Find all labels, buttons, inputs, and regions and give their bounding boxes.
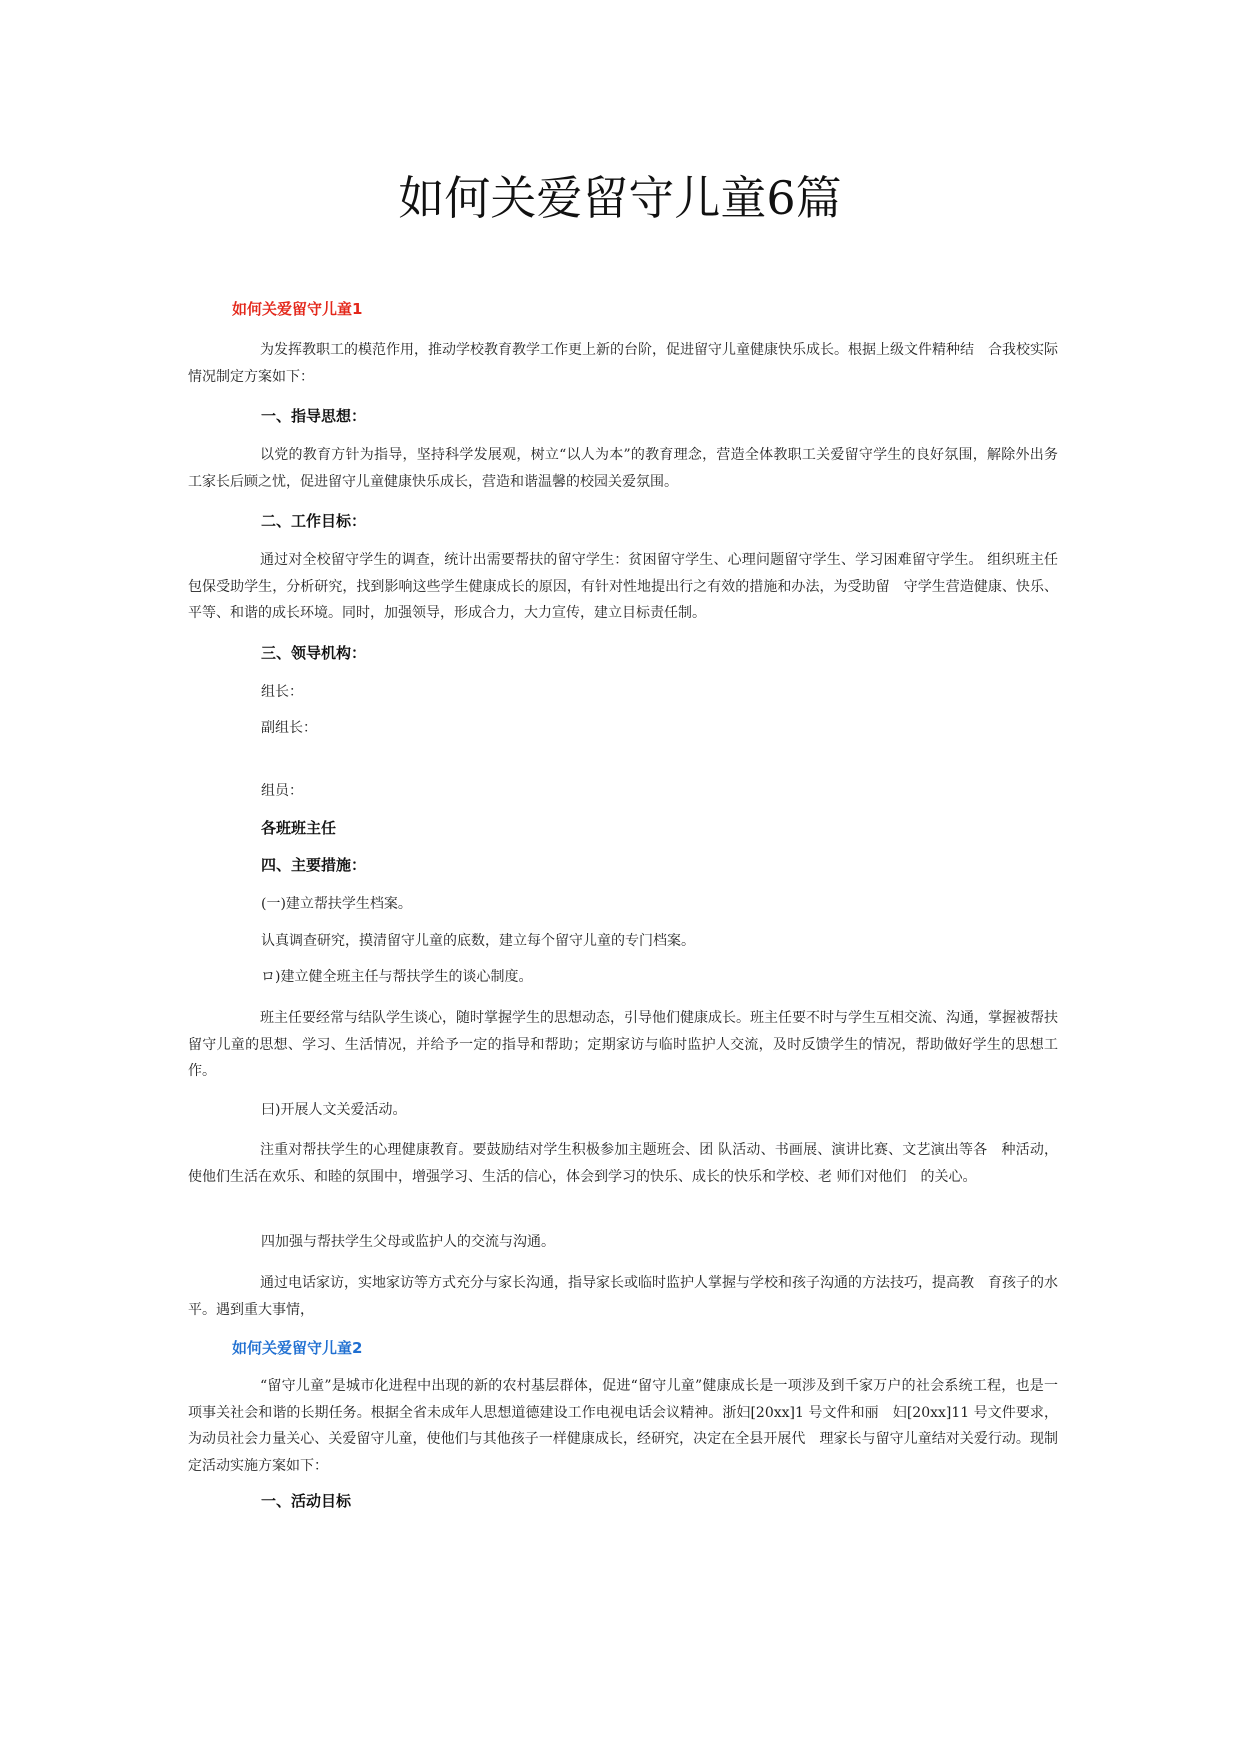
leader-label: 组长：: [261, 684, 303, 700]
section-work-goals-title: 二、工作目标：: [261, 512, 367, 530]
section-guiding-ideology-text: 以党的教育方针为指导，坚持科学发展观，树立“以人为本”的教育理念，营造全体教职工关爱留守学生的良好氛围，解除外出务工家长后顾之忧，促进留守儿童健康快乐成长，营造和谐温馨的校园关爱氛围。: [188, 447, 1058, 490]
measure-3-text: 注重对帮扶学生的心理健康教育。要鼓励结对学生积极参加主题班会、团 队活动、书画展、演讲比赛、文艺演出等各 种活动，使他们生活在欢乐、和睦的氛围中，增强学习、生活的信心，体会到学习的快乐、成长的快乐和学校、老 师们对他们 的关心。: [188, 1142, 1058, 1185]
members-value: 各班班主任: [261, 819, 337, 837]
article-2-section-1-title: 一、活动目标: [261, 1492, 352, 1510]
measure-2-text: 班主任要经常与结队学生谈心，随时掌握学生的思想动态，引导他们健康成长。班主任要不时与学生互相交流、沟通，掌握被帮扶留守儿童的思想、学习、生活情况，并给予一定的指导和帮助；定期家访与临时监护人交流，及时反馈学生的情况，帮助做好学生的思想工作。: [188, 1010, 1058, 1079]
article-2-heading: 如何关爱留守儿童2: [232, 1339, 363, 1357]
section-leadership-title: 三、领导机构：: [261, 644, 367, 662]
article-2-intro: “留守儿童”是城市化进程中出现的新的农村基层群体，促进“留守儿童”健康成长是一项涉及到千家万户的社会系统工程，也是一项事关社会和谐的长期任务。根据全省未成年人思想道德建设工作电视电话会议精神。浙妇[20xx]1 号文件和丽 妇[20xx]11 号文件要求，为动员社会力量关心、关爱留守儿童，使他们与其他孩子一样健康成长，经研究，决定在全县开展代 理家长与留守儿童结对关爱行动。现制定活动实施方案如下：: [188, 1378, 1058, 1474]
members-label: 组员：: [261, 783, 303, 799]
article-1-heading: 如何关爱留守儿童1: [232, 300, 363, 318]
section-main-measures-title: 四、主要措施：: [261, 856, 367, 874]
measure-2-title: ロ)建立健全班主任与帮扶学生的谈心制度。: [261, 969, 533, 985]
document-title: 如何关爱留守儿童6篇: [398, 171, 842, 225]
measure-4-title: 四加强与帮扶学生父母或监护人的交流与沟通。: [261, 1234, 555, 1250]
vice-leader-label: 副组长：: [261, 720, 317, 736]
section-work-goals-text: 通过对全校留守学生的调查，统计出需要帮扶的留守学生：贫困留守学生、心理问题留守学生、学习困难留守学生。 组织班主任包保受助学生，分析研究，找到影响这些学生健康成长的原因，有针对性地提出行之有效的措施和办法，为受助留 守学生营造健康、快乐、平等、和谐的成长环境。同时，加强领导，形成合力，大力宣传，建立目标责任制。: [188, 552, 1058, 621]
measure-4-text: 通过电话家访，实地家访等方式充分与家长沟通，指导家长或临时监护人掌握与学校和孩子沟通的方法技巧，提高教 育孩子的水平。遇到重大事情，: [188, 1275, 1058, 1318]
section-guiding-ideology-title: 一、指导思想：: [261, 407, 367, 425]
measure-3-title: 曰)开展人文关爱活动。: [261, 1102, 407, 1118]
measure-1-title: (一)建立帮扶学生档案。: [261, 896, 412, 912]
article-1-intro: 为发挥教职工的模范作用，推动学校教育教学工作更上新的台阶，促进留守儿童健康快乐成长。根据上级文件精种结 合我校实际情况制定方案如下：: [188, 342, 1058, 385]
measure-1-text: 认真调查研究，摸清留守儿童的底数，建立每个留守儿童的专门档案。: [261, 933, 695, 949]
